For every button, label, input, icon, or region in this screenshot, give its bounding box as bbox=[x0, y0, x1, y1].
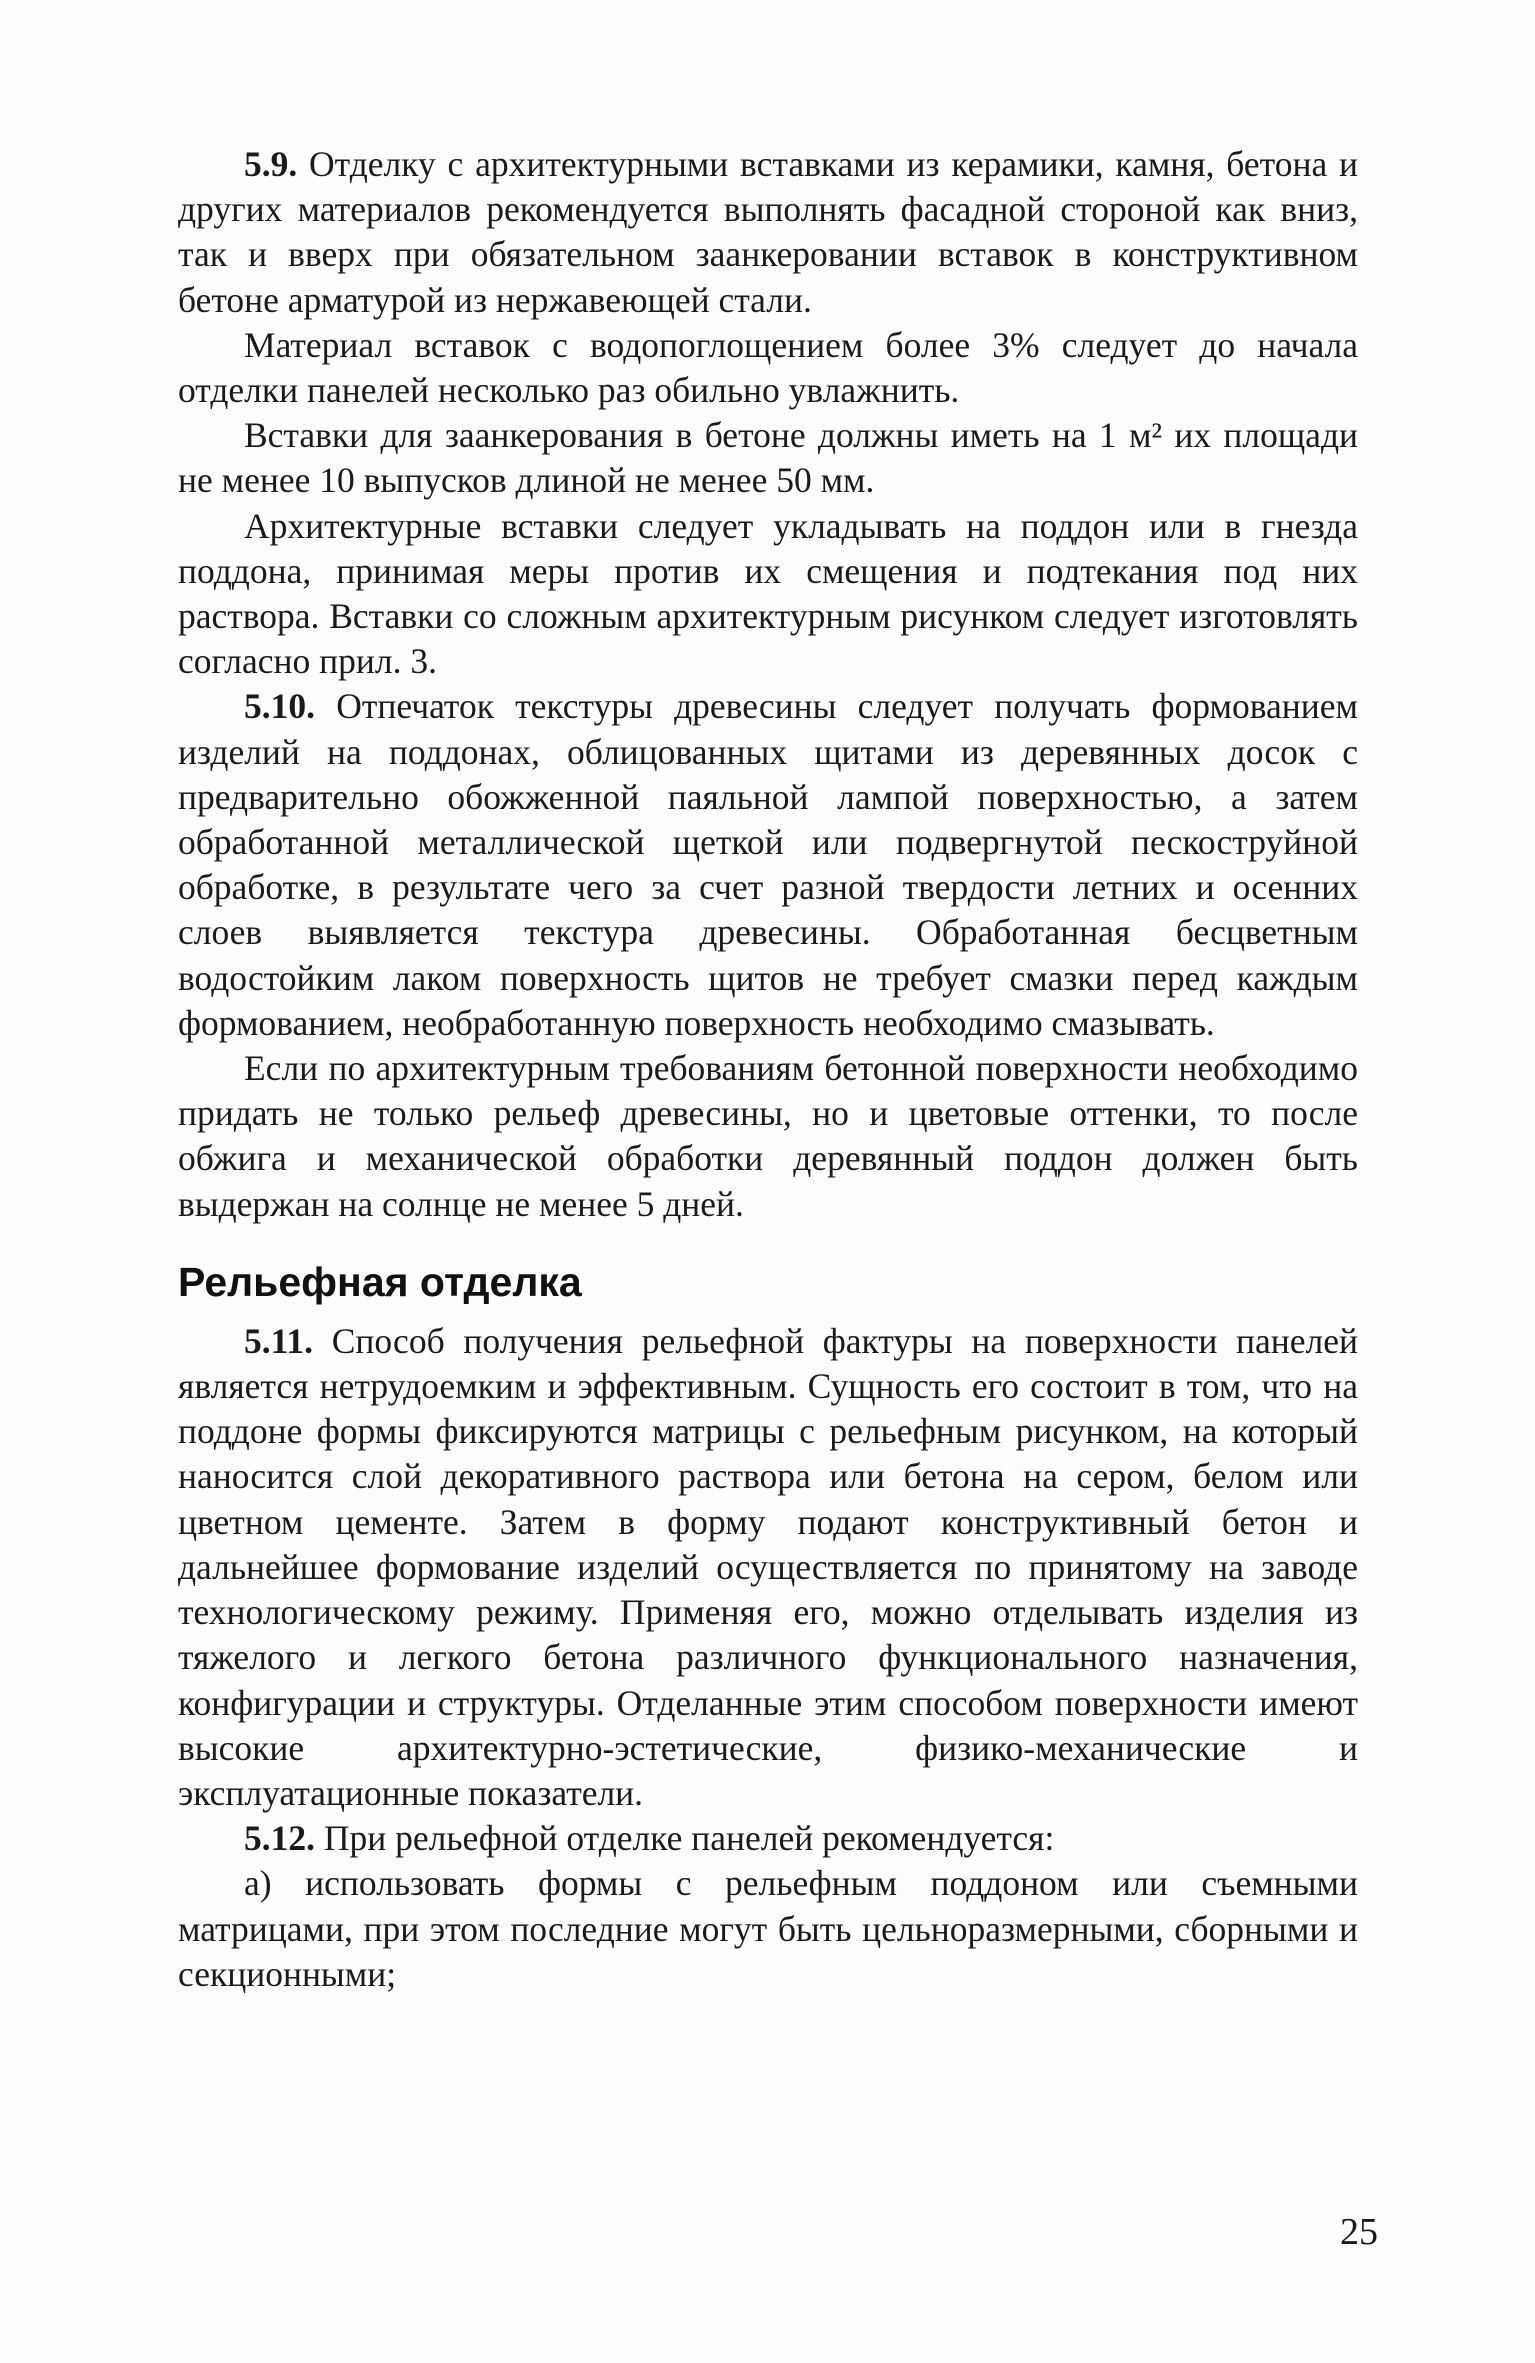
paragraph-text: Отпечаток текстуры древесины следует получать формованием изделий на поддонах, облицованных щитами из деревянных досок с предварительно обожженной паяльной лампой поверхностью, а затем обработанной металлической щеткой или подвергнутой пескоструйной обработке, в результате чего за счет разной твердости летних и осенних слоев выявляется текстура древесины. Обработанная бесцветным водостойким лаком поверхность щитов не требует смазки перед каждым формованием, необработанную поверхность необходимо смазывать. bbox=[178, 686, 1358, 1043]
paragraph-anchoring bbox=[178, 413, 1358, 503]
clause-number: 5.9. bbox=[244, 144, 298, 184]
paragraph-text: Вставки для заанкерования в бетоне должны иметь на 1 м² их площади не менее 10 выпусков длиной не менее 50 мм. bbox=[178, 415, 1358, 501]
paragraph-water-absorption bbox=[178, 323, 1358, 413]
section-heading: Рельефная отделка bbox=[178, 1258, 582, 1305]
clause-number: 5.10. bbox=[244, 686, 315, 727]
clause-number: 5.12. bbox=[244, 1818, 315, 1859]
paragraph-architectural-inserts bbox=[178, 504, 1358, 685]
paragraph-color-shades bbox=[178, 1046, 1358, 1227]
paragraph-5-12 bbox=[178, 1816, 1358, 1861]
paragraph-5-10 bbox=[178, 684, 1358, 1046]
paragraph-text: Материал вставок с водопоглощением более 3% следует до начала отделки панелей несколько раз обильно увлажнить. bbox=[178, 324, 1358, 411]
paragraph-text: Архитектурные вставки следует укладывать на поддон или в гнезда поддона, принимая меры против их смещения и подтекания под них раствора. Вставки со сложным архитектурным рисунком следует изготовлять согласно прил. 3. bbox=[178, 505, 1358, 682]
paragraph-text: а) использовать формы с рельефным поддоном или съемными матрицами, при этом последние могут быть цельноразмерными, сборными и секционными; bbox=[178, 1863, 1358, 1994]
list-item-a bbox=[178, 1861, 1358, 1997]
paragraph-text: Отделку с архитектурными вставками из керамики, камня, бетона и других материалов рекомендуется выполнять фасадной стороной как вниз, так и вверх при обязательном заанкеровании вставок в конструктивном бетоне арматурой из нержавеющей стали. bbox=[178, 144, 1358, 320]
paragraph-5-11 bbox=[178, 1319, 1358, 1816]
body-text bbox=[178, 142, 1358, 1997]
clause-number: 5.11. bbox=[244, 1320, 314, 1361]
paragraph-5-9 bbox=[178, 142, 1358, 323]
paragraph-text: При рельефной отделке панелей рекомендуется: bbox=[323, 1818, 1055, 1859]
paragraph-text: Если по архитектурным требованиям бетонной поверхности необходимо придать не только рельеф древесины, но и цветовые оттенки, то после обжига и механической обработки деревянный поддон должен быть выдержан на солнце не менее 5 дней. bbox=[178, 1048, 1358, 1224]
page-number: 25 bbox=[1340, 2211, 1378, 2253]
paragraph-text: Способ получения рельефной фактуры на поверхности панелей является нетрудоемким и эффективным. Сущность его состоит в том, что на поддоне формы фиксируются матрицы с рельефным рисунком, на который наносится слой декоративного раствора или бетона на сером, белом или цветном цементе. Затем в форму подают конструктивный бетон и дальнейшее формование изделий осуществляется по принятому на заводе технологическому режиму. Применяя его, можно отделывать изделия из тяжелого и легкого бетона различного функционального назначения, конфигурации и структуры. Отделанные этим способом поверхности имеют высокие архитектурно-эстетические, физико-механические и эксплуатационные показатели. bbox=[178, 1320, 1358, 1813]
